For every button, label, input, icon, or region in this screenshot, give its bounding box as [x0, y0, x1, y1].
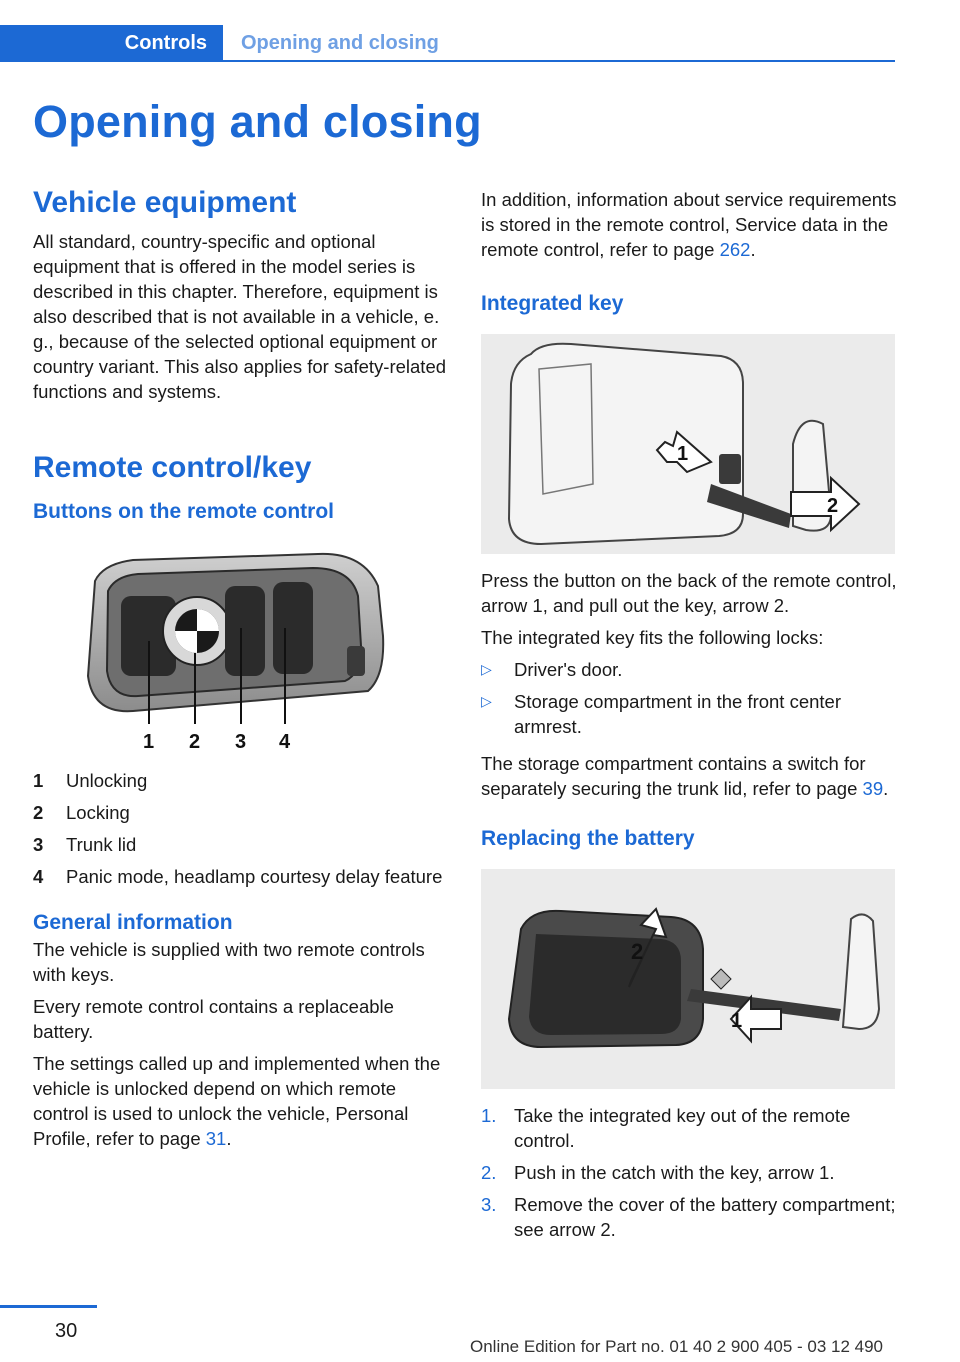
locks-list [481, 657, 897, 739]
remote-control-figure [33, 546, 451, 756]
section-tab[interactable]: Opening and closing [241, 32, 439, 54]
battery-replacement-illustration [481, 869, 895, 1089]
general-paragraph-1: The vehicle is supplied with two remote controls with keys. [33, 939, 425, 985]
page-number: 30 [55, 1320, 78, 1342]
callout-1: 1 [731, 1010, 743, 1032]
right-column [481, 183, 897, 1249]
vehicle-equipment-heading: Vehicle equipment [33, 186, 297, 219]
list-item: 3 Trunk lid [33, 834, 137, 855]
page-link[interactable]: 39 [862, 778, 884, 799]
triangle-bullet-icon: ▷ [481, 693, 492, 709]
general-paragraph-3: The settings called up and implemented when the vehicle is unlocked depend on which remote control is used to unlock the vehicle, Personal Profile, refer to page 31. [33, 1053, 441, 1149]
edition-footer: Online Edition for Part no. 01 40 2 900 405 - 03 12 490 [470, 1337, 884, 1356]
list-item: 3. Remove the cover of the battery compartment; see arrow 2. [481, 1194, 896, 1240]
page-title: Opening and closing [33, 96, 482, 147]
general-paragraph-2: Every remote control contains a replaceable battery. [33, 996, 394, 1042]
remote-control-heading: Remote control/key [33, 451, 312, 484]
callout-2: 2 [827, 495, 839, 517]
chapter-tab[interactable]: Controls [0, 25, 223, 62]
callout-1: 1 [143, 731, 155, 753]
list-item: 1 Unlocking [33, 770, 148, 791]
list-item: ▷ Storage compartment in the front center armrest. [481, 691, 842, 737]
integrated-key-illustration [481, 334, 895, 554]
vehicle-equipment-text: All standard, country-specific and optional equipment that is offered in the model series is described in this chapter. Therefore, equipment is also described that is not available in a vehicle, e. g., because of the selected optional equipment or country variant. This also applies for safety-related functions and systems. [33, 231, 447, 402]
triangle-bullet-icon: ▷ [481, 661, 492, 677]
running-header [0, 0, 895, 62]
callout-2: 2 [189, 731, 201, 753]
callout-3: 3 [235, 731, 247, 753]
list-item: ▷ Driver's door. [481, 659, 623, 680]
button-legend-list [33, 768, 451, 889]
list-item: 2 Locking [33, 802, 130, 823]
battery-figure [481, 869, 895, 1089]
list-item: 1. Take the integrated key out of the remote control. [481, 1105, 851, 1151]
replacing-battery-heading: Replacing the battery [481, 827, 695, 850]
fits-locks-paragraph: The integrated key fits the following locks: [481, 627, 824, 648]
left-column [33, 183, 451, 1151]
buttons-heading: Buttons on the remote control [33, 500, 334, 523]
page-link[interactable]: 262 [719, 239, 751, 260]
integrated-key-heading: Integrated key [481, 292, 624, 315]
list-item: 4 Panic mode, headlamp courtesy delay feature [33, 866, 443, 887]
callout-2: 2 [631, 939, 644, 964]
page-link[interactable]: 31 [205, 1128, 227, 1149]
service-data-paragraph: In addition, information about service requirements is stored in the remote control, Service data in the remote control, refer to page 262. [481, 189, 897, 260]
press-button-paragraph: Press the button on the back of the remote control, arrow 1, and pull out the key, arrow 2. [481, 570, 897, 616]
general-information-heading: General information [33, 911, 233, 934]
list-item: 2. Push in the catch with the key, arrow 1. [481, 1162, 835, 1183]
remote-key-illustration [33, 546, 451, 756]
integrated-key-figure [481, 334, 895, 554]
footer-rule [0, 1305, 97, 1308]
callout-4: 4 [279, 731, 291, 753]
storage-switch-paragraph: The storage compartment contains a switch for separately securing the trunk lid, refer to page 39. [481, 753, 889, 799]
callout-1: 1 [677, 443, 689, 465]
battery-steps-list [481, 1103, 897, 1242]
